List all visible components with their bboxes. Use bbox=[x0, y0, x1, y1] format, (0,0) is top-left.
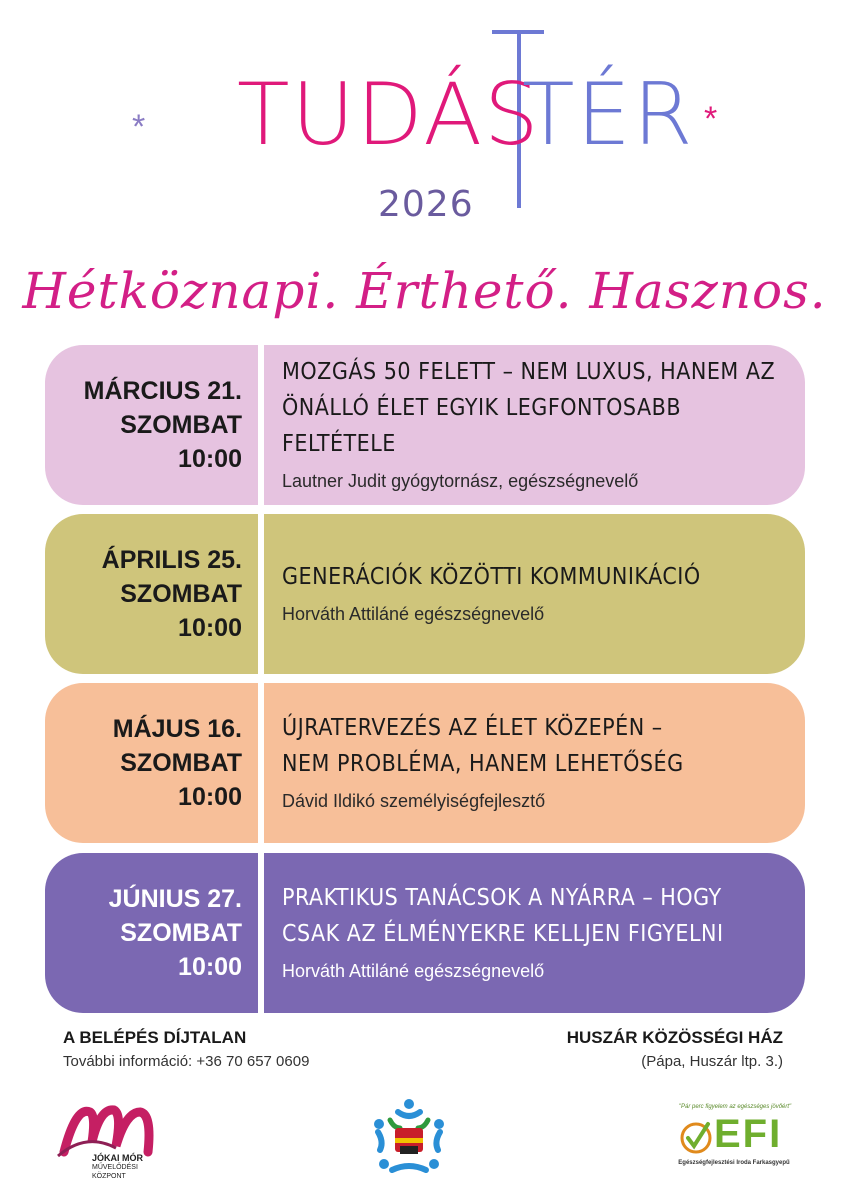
venue-name: HUSZÁR KÖZÖSSÉGI HÁZ bbox=[566, 1028, 783, 1047]
event-time: 10:00 bbox=[178, 614, 242, 642]
logo-left-line-1: JÓKAI MÓR bbox=[92, 1153, 144, 1163]
star-decoration-right: * bbox=[704, 100, 718, 138]
event-row-2 bbox=[45, 514, 805, 674]
efi-tagline: "Pár perc figyelem az egészséges jövőért" bbox=[678, 1104, 792, 1110]
efi-name: EFI bbox=[714, 1112, 783, 1156]
event-date: MÁRCIUS 21. bbox=[83, 377, 242, 405]
title-part-1: TUDÁS bbox=[237, 65, 541, 165]
efi-subtitle: Egészségfejlesztési Iroda Farkasgyepű bbox=[678, 1160, 790, 1166]
event-date-cell bbox=[45, 514, 258, 674]
event-detail-cell bbox=[264, 345, 805, 505]
event-speaker: Lautner Judit gyógytornász, egészségnevelő bbox=[282, 471, 639, 491]
event-time: 10:00 bbox=[178, 953, 242, 981]
event-time: 10:00 bbox=[178, 783, 242, 811]
logo-left-line-2: MŰVELŐDÉSI bbox=[92, 1164, 138, 1171]
title-part-2: TÉR bbox=[522, 65, 695, 165]
slogan: Hétköznapi. Érthető. Hasznos. bbox=[22, 262, 827, 320]
event-topic-line-1: PRAKTIKUS TANÁCSOK A NYÁRRA – HOGY bbox=[282, 885, 722, 911]
event-time: 10:00 bbox=[178, 445, 242, 473]
event-speaker: Horváth Attiláné egészségnevelő bbox=[282, 961, 545, 981]
event-topic-line-2: ÖNÁLLÓ ÉLET EGYIK LEGFONTOSABB FELTÉTELE bbox=[282, 395, 682, 457]
event-date-cell bbox=[45, 345, 258, 505]
poster-header bbox=[0, 0, 849, 340]
event-row-3 bbox=[45, 683, 805, 843]
event-date: MÁJUS 16. bbox=[112, 715, 242, 743]
title-t-bar-decoration bbox=[492, 30, 544, 34]
event-date-cell bbox=[45, 853, 258, 1013]
event-topic-line-1: MOZGÁS 50 FELETT – NEM LUXUS, HANEM AZ bbox=[282, 359, 776, 385]
community-figures-logo-icon bbox=[370, 1098, 448, 1178]
event-day: SZOMBAT bbox=[120, 749, 242, 777]
free-entry-text: A BELÉPÉS DÍJTALAN bbox=[63, 1028, 247, 1047]
event-topic-line-1: ÚJRATERVEZÉS AZ ÉLET KÖZEPÉN – bbox=[282, 715, 663, 741]
contact-info: További információ: +36 70 657 0609 bbox=[63, 1053, 310, 1070]
event-day: SZOMBAT bbox=[120, 411, 242, 439]
event-date: JÚNIUS 27. bbox=[108, 885, 242, 913]
event-topic-line-2: CSAK AZ ÉLMÉNYEKRE KELLJEN FIGYELNI bbox=[282, 921, 724, 947]
venue-address: (Pápa, Huszár ltp. 3.) bbox=[641, 1053, 783, 1070]
efi-logo-icon bbox=[674, 1100, 794, 1180]
event-speaker: Dávid Ildikó személyiségfejlesztő bbox=[282, 791, 546, 811]
event-day: SZOMBAT bbox=[120, 580, 242, 608]
event-detail-cell bbox=[264, 853, 805, 1013]
star-decoration-left: * bbox=[132, 108, 146, 146]
event-detail-cell bbox=[264, 514, 805, 674]
event-date: ÁPRILIS 25. bbox=[101, 546, 242, 574]
event-day: SZOMBAT bbox=[120, 919, 242, 947]
event-topic-line-1: GENERÁCIÓK KÖZÖTTI KOMMUNIKÁCIÓ bbox=[282, 564, 701, 590]
jokai-mor-logo-icon bbox=[56, 1102, 166, 1182]
event-topic-line-2: NEM PROBLÉMA, HANEM LEHETŐSÉG bbox=[282, 751, 684, 777]
logo-left-line-3: KÖZPONT bbox=[92, 1173, 126, 1180]
title-year: 2026 bbox=[378, 184, 474, 225]
event-row-4 bbox=[45, 853, 805, 1013]
event-speaker: Horváth Attiláné egészségnevelő bbox=[282, 604, 545, 624]
event-date-cell bbox=[45, 683, 258, 843]
event-row-1 bbox=[45, 345, 805, 505]
event-detail-cell bbox=[264, 683, 805, 843]
